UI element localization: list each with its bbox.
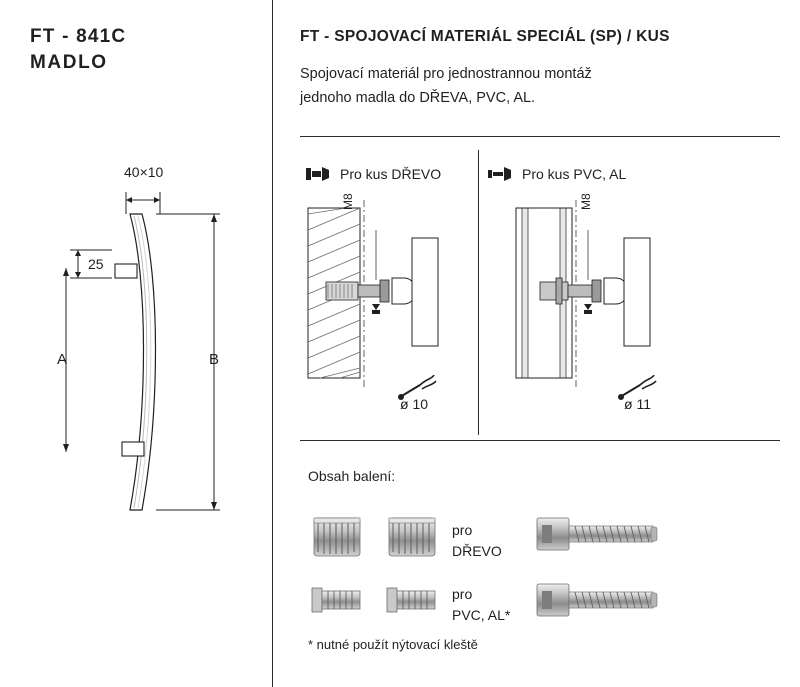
thread-label-wood: M8: [341, 193, 355, 210]
section-label-wood: Pro kus DŘEVO: [340, 166, 442, 182]
rivet-nut-1: [310, 578, 366, 624]
wood-dowel-1: [310, 512, 366, 562]
product-code: FT - 841C: [30, 26, 127, 47]
pvc-mounting-diagram: [510, 200, 690, 390]
rivet-nut-2: [385, 578, 441, 624]
page-description: [300, 62, 730, 110]
dimension-a-label: A: [57, 351, 68, 368]
hole-diameter-wood: ø 10: [400, 396, 429, 412]
page-title: FT - SPOJOVACÍ MATERIÁL SPECIÁL (SP) / KUS: [300, 28, 670, 45]
hole-diameter-pvc: ø 11: [624, 396, 651, 412]
profile-dimension-label: 40×10: [124, 164, 164, 180]
vertical-divider: [272, 0, 273, 687]
description-line-2: jednoho madla do DŘEVA, PVC, AL.: [300, 90, 536, 106]
horizontal-divider-top: [300, 136, 780, 137]
package-row-1-label: [452, 520, 502, 562]
wood-dowel-2: [385, 512, 441, 562]
bolt-icon-wood: [306, 166, 332, 182]
description-line-1: Spojovací materiál pro jednostrannou montáž: [300, 66, 592, 82]
package-footnote: * nutné použít nýtovací kleště: [308, 637, 478, 652]
package-row-2-line2: PVC, AL*: [452, 607, 511, 623]
screw-1: [535, 512, 675, 558]
thread-label-pvc: M8: [579, 193, 593, 210]
bolt-icon-pvc: [488, 166, 514, 182]
package-row-1-line2: DŘEVO: [452, 543, 502, 559]
section-label-pvc: Pro kus PVC, AL: [522, 166, 627, 182]
package-row-2-line1: pro: [452, 586, 473, 602]
package-row-1-line1: pro: [452, 522, 473, 538]
package-row-2-label: [452, 584, 510, 626]
vertical-divider-middle: [478, 150, 479, 435]
package-title: Obsah balení:: [308, 468, 396, 484]
wood-mounting-diagram: [300, 200, 470, 390]
offset-dimension-label: 25: [88, 256, 104, 272]
screw-2: [535, 578, 675, 624]
dimension-b-label: B: [209, 351, 220, 368]
handle-drawing: [60, 180, 260, 520]
product-type: MADLO: [30, 52, 108, 73]
horizontal-divider-bottom: [300, 440, 780, 441]
